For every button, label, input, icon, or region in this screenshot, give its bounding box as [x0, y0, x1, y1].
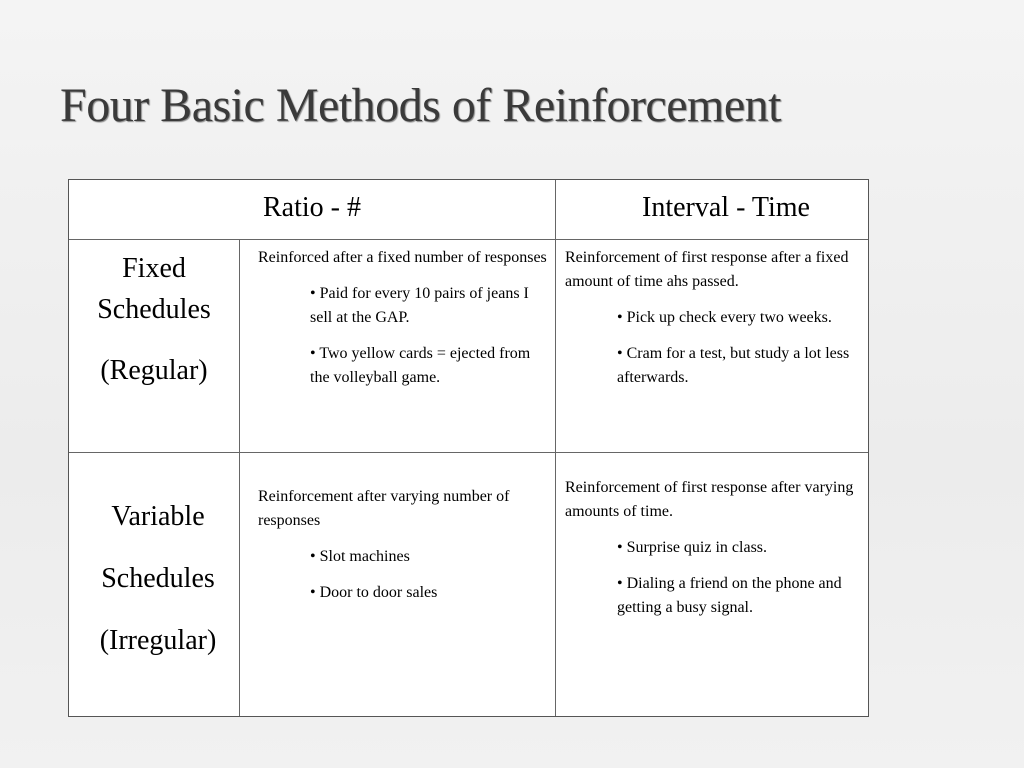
- row-label-fixed: [69, 248, 239, 391]
- cell-fixed-ratio: [258, 246, 548, 402]
- reinforcement-table: [68, 179, 869, 717]
- bullet-item: • Cram for a test, but study a lot less afterwards.: [617, 345, 850, 386]
- bullet-item: • Slot machines: [310, 548, 410, 565]
- slide-title: Four Basic Methods of Reinforcement: [60, 79, 782, 132]
- cell-description: Reinforcement after varying number of responses: [258, 488, 510, 529]
- row-label-line: Schedules: [97, 294, 211, 325]
- row-label-line: Variable: [111, 501, 205, 532]
- cell-fixed-interval: [565, 246, 865, 402]
- bullet-item: • Two yellow cards = ejected from the volleyball game.: [310, 345, 531, 386]
- row-label-line: Schedules: [101, 563, 215, 594]
- cell-description: Reinforced after a fixed number of responses: [258, 249, 547, 266]
- bullet-item: • Door to door sales: [310, 584, 438, 601]
- row-label-line: (Regular): [100, 355, 208, 386]
- bullet-item: • Pick up check every two weeks.: [617, 309, 832, 326]
- bullet-item: • Dialing a friend on the phone and getting a busy signal.: [617, 575, 842, 616]
- cell-variable-ratio: [258, 485, 518, 617]
- row-label-line: Fixed: [122, 253, 186, 284]
- divider: [69, 452, 868, 453]
- header-ratio: Ratio - #: [263, 192, 361, 223]
- bullet-item: • Surprise quiz in class.: [617, 539, 768, 556]
- bullet-item: • Paid for every 10 pairs of jeans I sell at the GAP.: [310, 285, 529, 326]
- cell-description: Reinforcement of first response after varying amounts of time.: [565, 479, 854, 520]
- cell-description: Reinforcement of first response after a fixed amount of time ahs passed.: [565, 249, 849, 290]
- header-interval: Interval - Time: [642, 192, 810, 223]
- row-label-line: (Irregular): [99, 625, 217, 656]
- divider: [555, 180, 556, 716]
- cell-variable-interval: [565, 476, 865, 632]
- divider: [69, 239, 868, 240]
- row-label-variable: [73, 486, 243, 672]
